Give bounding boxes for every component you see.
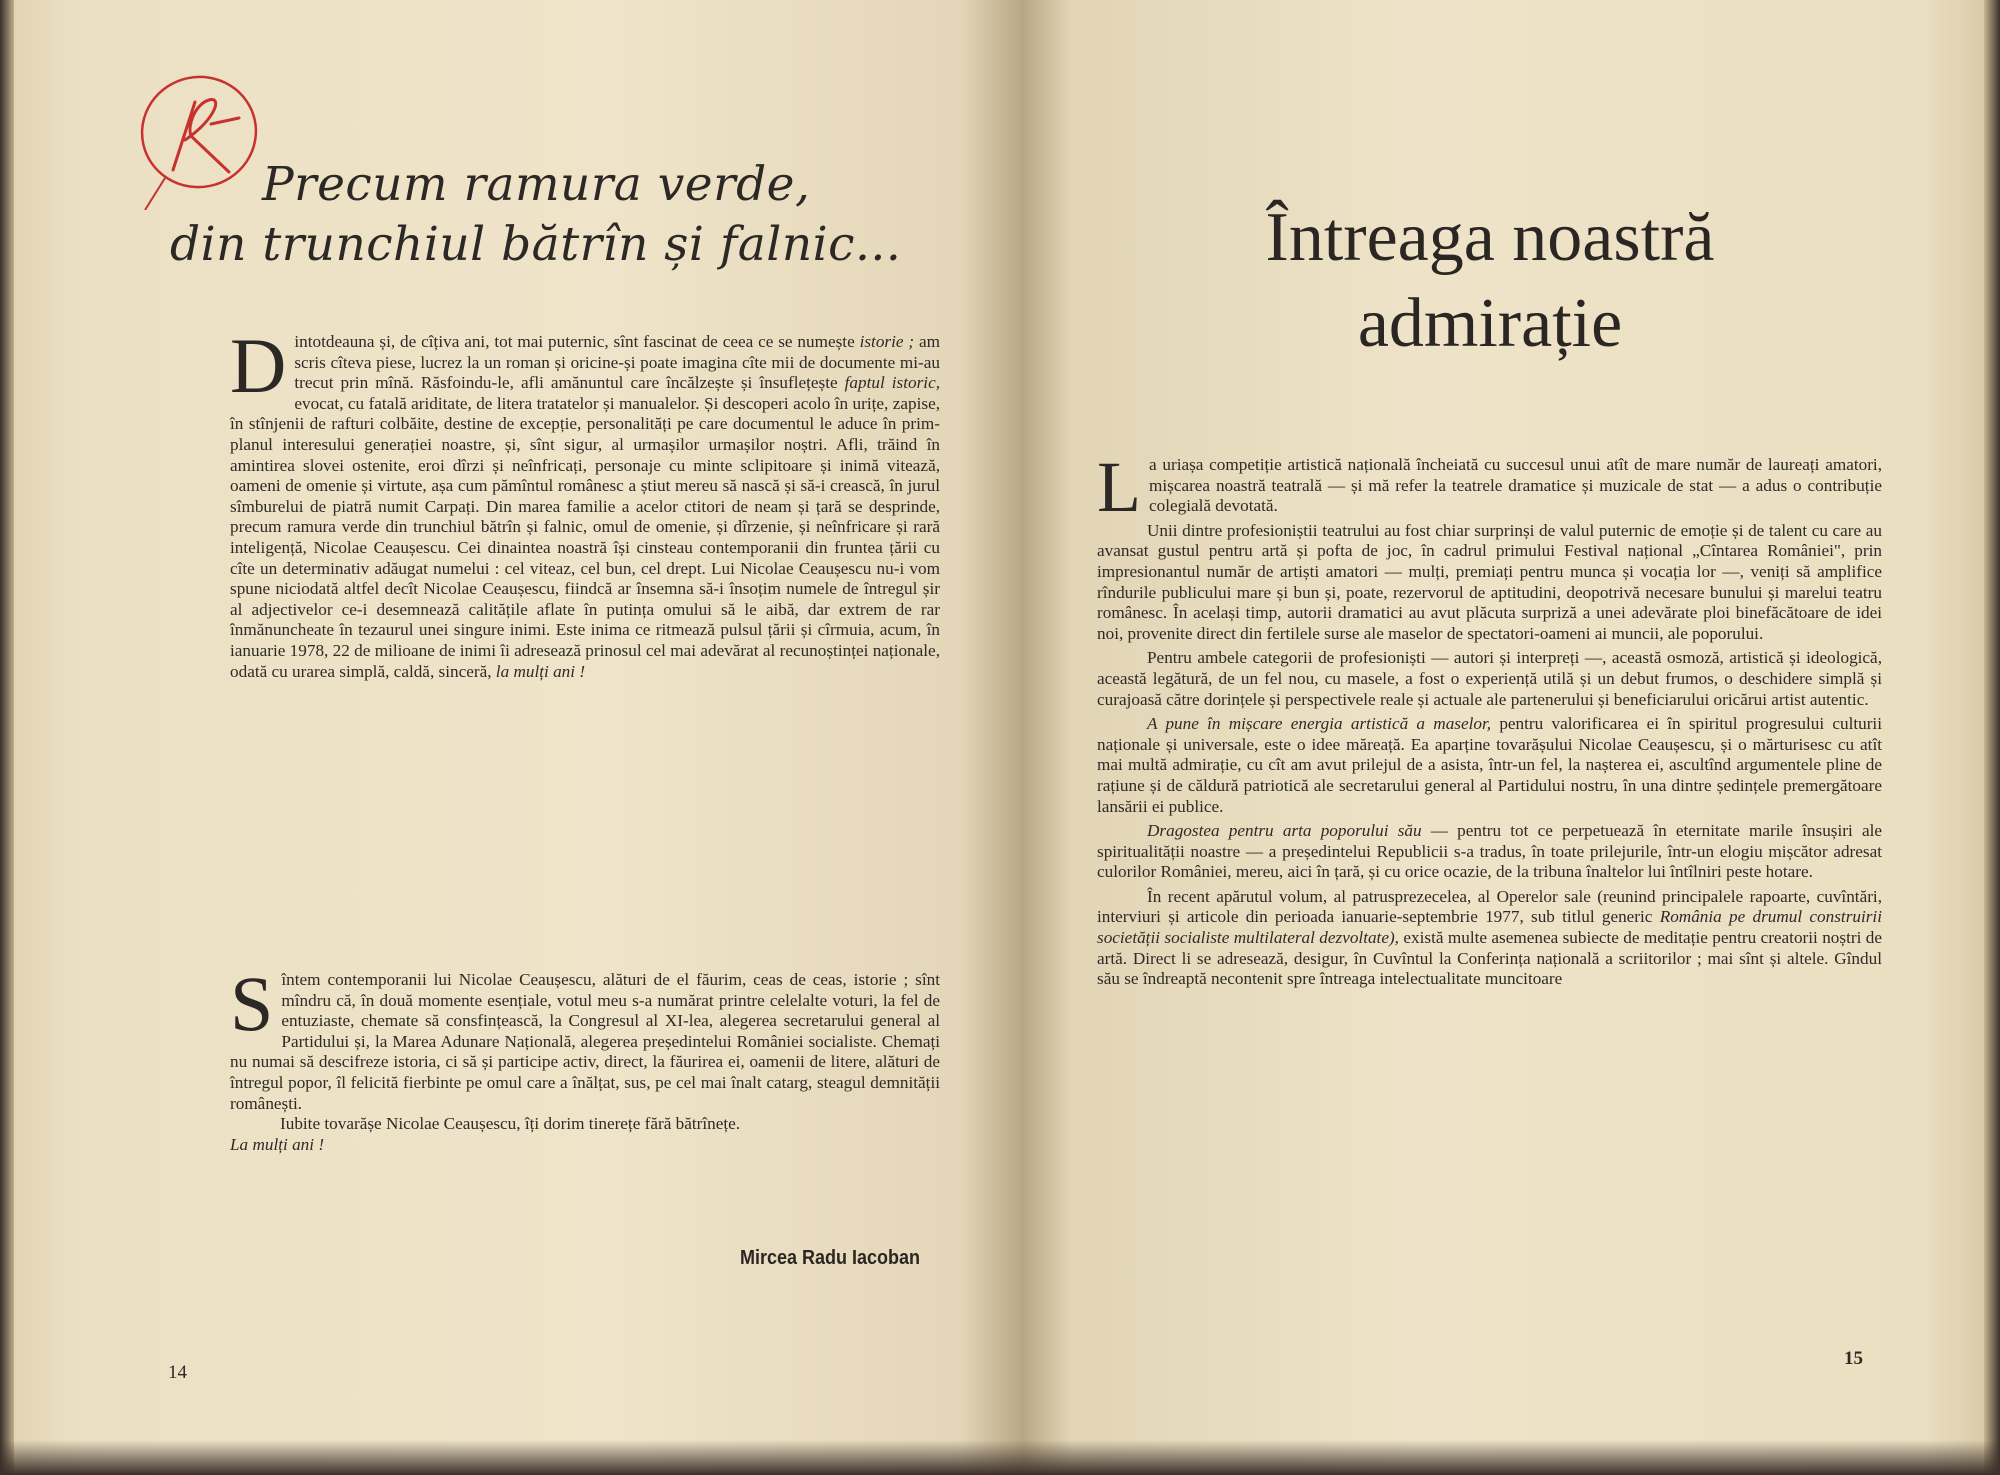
- right-p3-text: Pentru ambele categorii de profesioniști — autori și interpreți —, această osmoză, artistică și ideologică, această legătură, de un fel nou, cu masele, a fost o experiență utilă și un debut frumos, o deschidere simplă și curajoasă către dorințele și perspectivele reale și actuale ale partenerului și beneficiarului oricărui artist autentic.: [1097, 648, 1882, 709]
- right-title-line-1: Întreaga noastră: [1265, 199, 1715, 276]
- right-p4-italic: A pune în mișcare energia artistică a maselor,: [1147, 714, 1492, 734]
- left-title-line-2: din trunchiul bătrîn și falnic...: [170, 217, 902, 272]
- left-p1-text-a: intotdeauna și, de cîțiva ani, tot mai puternic, sînt fascinat de ceea ce se numește: [294, 332, 860, 351]
- right-page-edge-shadow: [1984, 0, 2000, 1475]
- right-p6-italic-title: România pe drumul construirii societății socialiste multilateral dezvoltate),: [1097, 907, 1882, 948]
- left-p1-italic-istorie: istorie ;: [859, 332, 915, 351]
- scan-bottom-shadow: [0, 1440, 2000, 1475]
- author-signature: Mircea Radu Iacoban: [740, 1247, 921, 1269]
- left-p3-italic: La mulți ani !: [230, 1134, 325, 1154]
- left-p1-text-c: am scris cîteva piese, lucrez la un roman și oricine-și poate imagina cîte mii de documente mi-au trecut prin mînă. Răsfoindu-le, afli amănuntul care încălzește și însuflețește: [294, 332, 940, 393]
- right-paragraph-1: [1097, 447, 1882, 990]
- left-p3-text: Iubite tovarășe Nicolae Ceaușescu, îți dorim tinerețe fără bătrînețe.: [280, 1114, 741, 1134]
- right-p4-text: pentru valorificarea ei în spiritul progresului culturii naționale și universale, este o idee măreață. Ea aparține tovarășului Nicolae Ceaușescu, și o mărturisesc cu atît mai multă admirație, cu cît am avut prilejul de a asista, într-un fel, la nașterea ei, ascultînd argumentele pline de rațiune și de căldură patriotică ale secretarului general al Partidului nostru, în una dintre ședințele premergătoare lansării ei publice.: [1097, 714, 1882, 816]
- page-number-left: 14: [168, 1362, 187, 1383]
- left-paragraph-2: [230, 960, 940, 1155]
- left-title-line-1: Precum ramura verde,: [262, 157, 811, 212]
- left-p1-italic-faptul-istoric: faptul istoric,: [844, 373, 940, 393]
- right-p1-text: a uriașa competiție artistică națională încheiată cu succesul unui atît de mare număr de laureați amatori, mișcarea noastră teatrală — și mă refer la teatrele dramatice și muzicale de stat — a adus o contribuție colegială devotată.: [1148, 455, 1882, 516]
- left-p1-text-e: evocat, cu fatală ariditate, de litera tratatelor și manualelor. Și descoperi acolo în urițe, zapise, în stînjenii de rafturi colbăite, destine de excepție, personalități pe care documentul le aduce în prim-planul interesului generației noastre, și, sînt sigur, al urmașilor urmașilor noștri. Afli, trăind în amintirea slovei ostenite, eroi dîrzi și neînfricați, personaje cu minte sclipitoare și inimă vitează, oameni de omenie și virtute, așa cum pămîntul românesc a știut mereu să nască și să-i crească, în jurul sîmburelui de piatră numit Carpați. Din marea familie a acelor ctitori de neam și țară se desprinde, precum ramura verde din trunchiul bătrîn și falnic, omul de omenie, și dîrzenie, și neînfricare și rară inteligență, Nicolae Ceaușescu. Cei dinaintea noastră își cinsteau contemporanii din fruntea țării cu cîte un determinativ adăugat numelui : cel viteaz, cel bun, cel drept. Lui Nicolae Ceaușescu nu-i vom spune niciodată altfel decît Nicolae Ceaușescu, fiindcă ar însemna să-i însoțim numele de întregul șir al adjectivelor ce-i desemnează calitățile aflate în putința omului să le aibă, dar extrem de rar înmănuncheate în tezaurul unei singure inimi. Este inima ce ritmează pulsul țării și cîrmuia, acum, în ianuarie 1978, 22 de milioane de inimi îi adresează prinosul cel mai adevărat al recunoștinței naționale, odată cu urarea simplă, caldă, sinceră,: [230, 393, 940, 681]
- left-p1-italic-la-multi-ani: la mulți ani !: [495, 661, 586, 681]
- right-article-title: [1160, 195, 1820, 367]
- left-p2-text: întem contemporanii lui Nicolae Ceaușescu, alături de el făurim, ceas de ceas, istorie ; sînt mîndru că, în două momente esențiale, votul meu s-a numărat printre celelalte voturi, la fel de entuziaste, chemate să consfințească, la Congresul al XI-lea, alegerea secretarului general al Partidului și, la Marea Adunare Națională, alegerea președintelui României socialiste. Chemați nu numai să descifreze istoria, ci să și participe activ, direct, la făurirea ei, oamenii de litere, alături de întregul popor, îl felicită fierbinte pe omul care a înălțat, sus, pe cel mai înalt catarg, steagul demnității românești.: [230, 970, 940, 1113]
- right-p6-text-c: există multe asemenea subiecte de meditație pentru creatorii noștri de artă. Direct li se adresează, desigur, în Cuvîntul la Conferința națională a scriitorilor ; mai sînt și altele. Gîndul său se îndreaptă necontenit spre întreaga intelectualitate muncitoare: [1097, 928, 1882, 989]
- right-p5-italic: Dragostea pentru arta poporului său: [1147, 821, 1422, 841]
- right-title-line-2: admirație: [1357, 285, 1623, 362]
- left-page-edge-shadow: [0, 0, 14, 1475]
- left-dropcap-s: S: [230, 960, 274, 1047]
- left-article-title: [170, 155, 970, 275]
- right-p6-text-a: În recent apărutul volum, al patrusprezecelea, al Operelor sale (reunind principalele rapoarte, cuvîntări, interviuri și articole din perioada ianuarie-septembrie 1977, sub titlul generic: [1097, 886, 1882, 927]
- left-paragraph-1: [230, 322, 940, 682]
- right-p5-text: — pentru tot ce perpetuează în eternitate marile însușiri ale spiritualității noastre — a președintelui Republicii s-a tradus, în toate prilejurile, într-un elogiu mișcător adresat culorilor României, mereu, aici în țară, și cu orice ocazie, de la tribuna înaltelor lui întîlniri peste hotare.: [1097, 821, 1882, 882]
- right-page: [1022, 0, 2000, 1475]
- left-dropcap-d: D: [230, 322, 287, 409]
- page-number-right: 15: [1844, 1348, 1863, 1369]
- right-dropcap-l: L: [1097, 447, 1141, 527]
- right-p2-text: Unii dintre profesioniștii teatrului au fost chiar surprinși de valul puternic de emoție și de talent cu care au avansat gustul pentru artă și pofta de joc, în cadrul primului Festival național „Cîntarea României", prin impresionantul număr de artiști amatori — mulți, premiați pentru munca și vocația lor —, veniți să amplifice rîndurile publicului mare și bun și, poate, rezervorul de aptitudini, deopotrivă necesare bunului și marelui teatru românesc. În același timp, autorii dramatici au avut plăcuta surpriză a unei adevărate ploi binefăcătoare de idei noi, provenite direct din fertilele surse ale maselor de spectatori-oameni ai muncii, ale poporului.: [1097, 520, 1882, 643]
